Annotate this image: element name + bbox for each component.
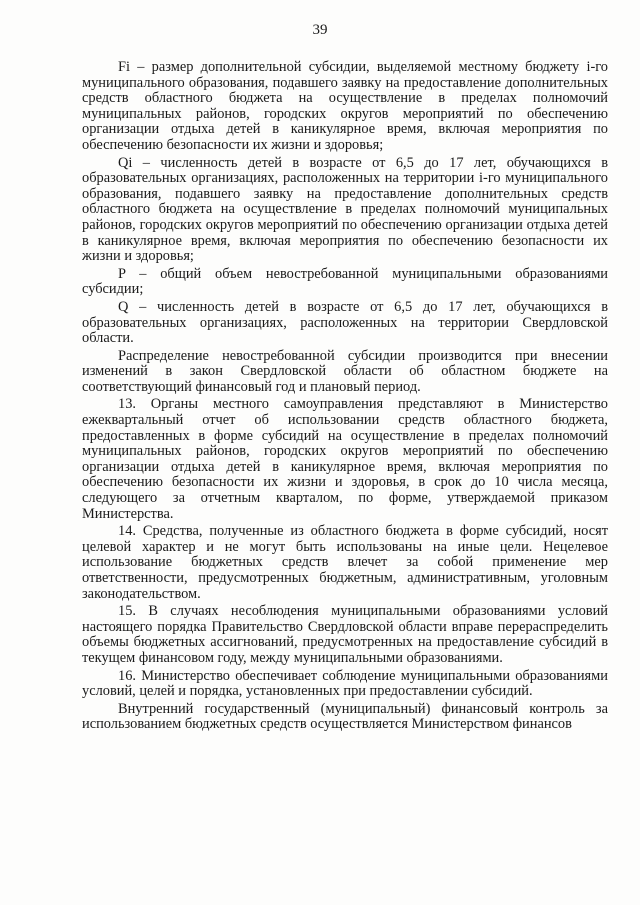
body-text [82, 60, 608, 735]
paragraph-fi-definition: Fi – размер дополнительной субсидии, выделяемой местному бюджету i-го муниципального образования, подавшего заявку на предоставление дополнительных средств областного бюджета на осуществление в пределах полномочий муниципальных районов, городских округов мероприятий по обеспечению организации отдыха детей в каникулярное время, включая мероприятия по обеспечению безопасности их жизни и здоровья; [82, 59, 608, 153]
paragraph-q-definition: Q – численность детей в возрасте от 6,5 до 17 лет, обучающихся в образовательных организациях, расположенных на территории Свердловской области. [82, 298, 608, 347]
paragraph-item-13: 13. Органы местного самоуправления представляют в Министерство ежеквартальный отчет об использовании средств областного бюджета, предоставленных в форме субсидий на осуществление в пределах полномочий муниципальных районов, городских округов мероприятий по обеспечению организации отдыха детей в каникулярное время, включая мероприятия по обеспечению безопасности их жизни и здоровья, в срок до 10 числа месяца, следующего за отчетным кварталом, по форме, утверждаемой приказом Министерства. [82, 396, 608, 522]
page-number: 39 [312, 22, 328, 38]
paragraph-redistribution: Распределение невостребованной субсидии производится при внесении изменений в закон Свердловской области об областном бюджете на соответствующий финансовый год и плановый период. [82, 347, 608, 395]
paragraph-p-definition: P – общий объем невостребованной муниципальными образованиями субсидии; [82, 265, 608, 298]
paragraph-qi-definition: Qi – численность детей в возрасте от 6,5 до 17 лет, обучающихся в образовательных организациях, расположенных на территории i-го муниципального образования, подавшего заявку на предоставление дополнительных средств областного бюджета на осуществление в пределах полномочий муниципальных районов, городских округов мероприятий по обеспечению организации отдыха детей в каникулярное время, включая мероприятия по обеспечению безопасности их жизни и здоровья; [82, 154, 608, 265]
paragraph-item-14: 14. Средства, полученные из областного бюджета в форме субсидий, носят целевой характер и не могут быть использованы на иные цели. Нецелевое использование бюджетных средств влечет за собой применение мер ответственности, предусмотренных бюджетным, административным, уголовным законодательством. [82, 523, 608, 602]
paragraph-item-15: 15. В случаях несоблюдения муниципальными образованиями условий настоящего порядка Правительство Свердловской области вправе перераспределить объемы бюджетных ассигнований, предусмотренных на предоставление субсидий в текущем финансовом году, между муниципальными образованиями. [82, 603, 608, 666]
paragraph-item-16: 16. Министерство обеспечивает соблюдение муниципальными образованиями условий, целей и порядка, установленных при предоставлении субсидий. [82, 667, 608, 700]
paragraph-financial-control: Внутренний государственный (муниципальный) финансовый контроль за использованием бюджетных средств осуществляется Министерством финансов [82, 700, 608, 733]
